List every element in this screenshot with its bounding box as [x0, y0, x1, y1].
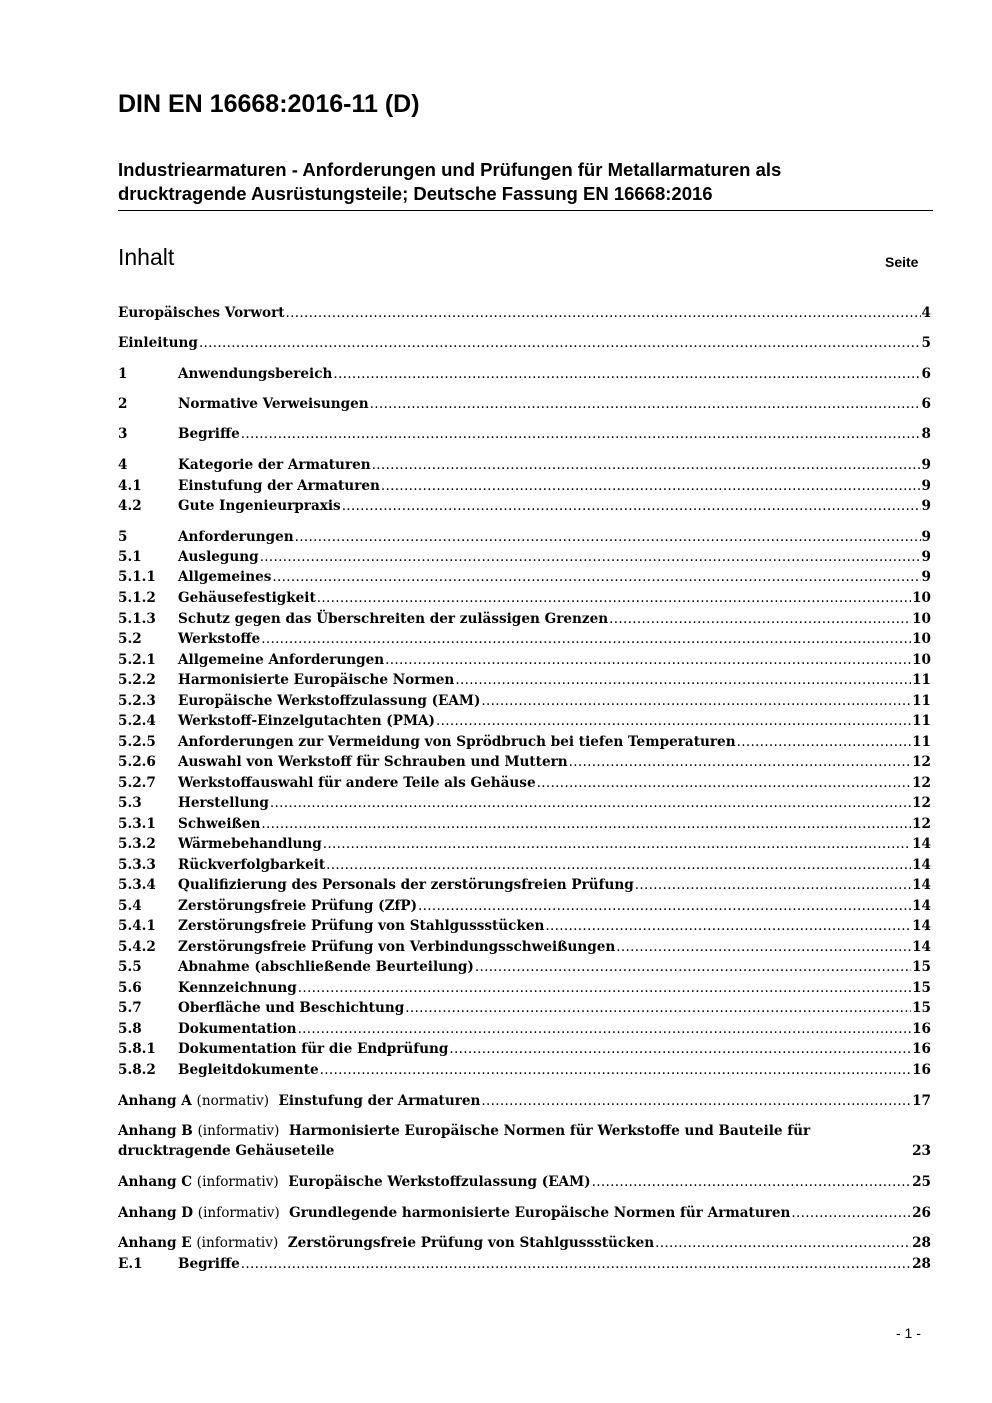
annex-c-page: 25 [912, 1174, 931, 1190]
toc-entry-page: 10 [912, 611, 931, 627]
toc-entry-label: Werkstoffauswahl für andere Teile als Gehäuse [178, 775, 536, 791]
toc-entry-label: Werkstoffe [178, 631, 261, 647]
dot-leader [370, 394, 921, 414]
toc-entry-page: 12 [912, 816, 931, 832]
dot-leader [475, 957, 911, 977]
annex-e-kind: (informativ) [196, 1235, 279, 1251]
toc-heading: Inhalt [118, 244, 175, 270]
toc-entry[interactable] [118, 424, 931, 444]
annex-c-label [118, 1172, 591, 1192]
toc-entry-page: 11 [912, 713, 931, 729]
toc-entry-page: 14 [912, 877, 931, 893]
annex-c-entry[interactable] [118, 1172, 931, 1192]
toc-entry-page: 5 [921, 335, 931, 351]
toc-entry[interactable] [118, 916, 931, 936]
toc-entry[interactable] [118, 333, 931, 353]
annex-d-title: Grundlegende harmonisierte Europäische Normen für Armaturen [289, 1205, 791, 1221]
toc-entry-label: Allgemeine Anforderungen [178, 652, 385, 668]
annex-d-page: 26 [912, 1205, 931, 1221]
annex-a-prefix: Anhang A [118, 1093, 192, 1109]
dot-leader [616, 937, 911, 957]
toc-entry[interactable] [118, 711, 931, 731]
annex-e-page: 28 [912, 1235, 931, 1251]
toc-entry-number: 4.2 [118, 498, 142, 514]
dot-leader [298, 1019, 912, 1039]
toc-entry-number: 5.2.6 [118, 754, 156, 770]
toc-entry-number: 2 [118, 396, 128, 412]
annex-d-kind: (informativ) [197, 1205, 280, 1221]
toc-entry[interactable] [118, 773, 931, 793]
title-line-2: drucktragende Ausrüstungsteile; Deutsche Fassung EN 16668:2016 [118, 183, 713, 204]
toc-entry[interactable] [118, 496, 931, 516]
toc-entry-page: 14 [912, 836, 931, 852]
toc-entry-page: 11 [912, 734, 931, 750]
toc-entry-label: Allgemeines [178, 569, 272, 585]
toc-entry[interactable] [118, 834, 931, 854]
toc-entry-page: 15 [912, 980, 931, 996]
toc-entry-number: 5.2.7 [118, 775, 156, 791]
toc-entry-label: Anforderungen zur Vermeidung von Sprödbruch bei tiefen Temperaturen [178, 734, 736, 750]
toc-entry-number: 4 [118, 457, 128, 473]
toc-entry[interactable] [118, 394, 931, 414]
toc-entry-number: 5.8 [118, 1021, 142, 1037]
annex-a-page: 17 [912, 1093, 931, 1109]
toc-entry-page: 9 [921, 569, 931, 585]
dot-leader [481, 1091, 911, 1111]
toc-entry[interactable] [118, 364, 931, 384]
dot-leader [381, 476, 921, 496]
toc-entry[interactable] [118, 303, 931, 323]
dot-leader [537, 773, 911, 793]
annex-a-label [118, 1091, 480, 1111]
dot-leader [385, 650, 911, 670]
toc-entry-page: 9 [921, 457, 931, 473]
dot-leader [261, 629, 911, 649]
dot-leader [323, 834, 911, 854]
dot-leader [342, 496, 921, 516]
toc-entry[interactable] [118, 1060, 931, 1080]
annex-a-kind: (normativ) [196, 1093, 270, 1109]
toc-entry-page: 9 [921, 478, 931, 494]
toc-entry-page: 8 [921, 426, 931, 442]
dot-leader [298, 978, 911, 998]
annex-e-title: Zerstörungsfreie Prüfung von Stahlgussstücken [287, 1235, 655, 1251]
toc-entry-label: Zerstörungsfreie Prüfung von Stahlgussstücken [178, 918, 545, 934]
toc-entry-label: Qualifizierung des Personals der zerstörungsfreien Prüfung [178, 877, 634, 893]
toc-entry-number: 5.5 [118, 959, 142, 975]
annex-b-kind: (informativ) [197, 1123, 280, 1139]
toc-entry[interactable] [118, 957, 931, 977]
toc-entry-label: Zerstörungsfreie Prüfung von Verbindungsschweißungen [178, 939, 616, 955]
toc-entry-number: 5.3.3 [118, 857, 156, 873]
annex-c-kind: (informativ) [196, 1174, 279, 1190]
dot-leader [272, 567, 920, 587]
annex-b-page: 23 [912, 1143, 931, 1159]
toc-entry-page: 11 [912, 693, 931, 709]
page-number: - 1 - [896, 1325, 921, 1341]
dot-leader [320, 1060, 911, 1080]
toc-entry[interactable] [118, 752, 931, 772]
toc-entry-number: 5 [118, 529, 128, 545]
toc-entry-label: Gehäusefestigkeit [178, 590, 316, 606]
toc-entry-page: 14 [912, 918, 931, 934]
dot-leader [241, 424, 921, 444]
toc-entry-label: Herstellung [178, 795, 269, 811]
dot-leader [270, 793, 911, 813]
toc-entry-label: Europäische Werkstoffzulassung (EAM) [178, 693, 481, 709]
dot-leader [286, 303, 921, 323]
toc-entry-number: 5.2.4 [118, 713, 156, 729]
document-id: DIN EN 16668:2016-11 (D) [118, 90, 420, 118]
toc-entry-number: 5.4 [118, 898, 142, 914]
toc-entry-page: 16 [912, 1062, 931, 1078]
annex-a-title: Einstufung der Armaturen [278, 1093, 481, 1109]
toc-entry-page: 15 [912, 1000, 931, 1016]
annex-e1-number: E.1 [118, 1256, 143, 1272]
toc-entry[interactable] [118, 998, 931, 1018]
toc-entry-page: 10 [912, 631, 931, 647]
annex-b-line-1 [118, 1121, 931, 1141]
toc-entry-label: Abnahme (abschließende Beurteilung) [178, 959, 474, 975]
toc-entry-number: 4.1 [118, 478, 142, 494]
toc-entry-label: Rückverfolgbarkeit [178, 857, 326, 873]
toc-entry-label: Anwendungsbereich [178, 366, 333, 382]
dot-leader [655, 1233, 911, 1253]
annex-e1-entry[interactable] [118, 1254, 931, 1274]
dot-leader [260, 547, 921, 567]
dot-leader [545, 916, 911, 936]
toc-entry-label: Einstufung der Armaturen [178, 478, 380, 494]
toc-entry-label: Dokumentation [178, 1021, 297, 1037]
toc-entry-page: 11 [912, 672, 931, 688]
annex-b-title-line-1: Harmonisierte Europäische Normen für Werkstoffe und Bauteile für [288, 1123, 811, 1139]
toc-entry-number: 5.8.1 [118, 1041, 156, 1057]
toc-entry[interactable] [118, 793, 931, 813]
annex-b-line-2 [118, 1141, 931, 1161]
toc-entry[interactable] [118, 1039, 931, 1059]
annex-d-label [118, 1203, 790, 1223]
toc-entry-label: Gute Ingenieurpraxis [178, 498, 341, 514]
dot-leader [317, 588, 911, 608]
annex-e-prefix: Anhang E [118, 1235, 192, 1251]
toc-entry-page: 9 [921, 498, 931, 514]
annex-b-entry[interactable] [118, 1121, 931, 1161]
dot-leader [436, 711, 911, 731]
toc-entry-number: 5.7 [118, 1000, 142, 1016]
toc-entry-page: 15 [912, 959, 931, 975]
toc-entry[interactable] [118, 691, 931, 711]
dot-leader [372, 455, 921, 475]
toc-entry-page: 6 [921, 366, 931, 382]
toc-entry[interactable] [118, 732, 931, 752]
toc-entry[interactable] [118, 629, 931, 649]
toc-entry-number: 5.2.1 [118, 652, 156, 668]
annex-e1-page: 28 [912, 1256, 931, 1272]
toc-entry[interactable] [118, 547, 931, 567]
toc-entry-number: 5.1.2 [118, 590, 156, 606]
toc-entry[interactable] [118, 567, 931, 587]
dot-leader [569, 752, 911, 772]
toc-entry[interactable] [118, 476, 931, 496]
annex-e1-label: Begriffe [178, 1256, 240, 1272]
toc-entry[interactable] [118, 937, 931, 957]
toc-entry-number: 5.3.1 [118, 816, 156, 832]
dot-leader [737, 732, 912, 752]
annex-d-prefix: Anhang D [118, 1205, 194, 1221]
toc-entry-page: 6 [921, 396, 931, 412]
toc-entry-label: Anforderungen [178, 529, 294, 545]
toc-entry[interactable] [118, 1019, 931, 1039]
dot-leader [261, 814, 911, 834]
toc-entry[interactable] [118, 875, 931, 895]
page-column-label: Seite [885, 254, 919, 270]
toc-entry[interactable] [118, 814, 931, 834]
dot-leader [333, 364, 920, 384]
annex-b-title-line-2: drucktragende Gehäuseteile [118, 1143, 335, 1159]
toc-entry-number: 5.2.3 [118, 693, 156, 709]
toc-entry-number: 5.1.1 [118, 569, 156, 585]
toc-entry[interactable] [118, 527, 931, 547]
toc-entry-number: 5.4.1 [118, 918, 156, 934]
document-title [118, 158, 933, 211]
dot-leader [449, 1039, 911, 1059]
toc-entry[interactable] [118, 896, 931, 916]
toc-entry-page: 4 [921, 305, 931, 321]
toc-entry-number: 1 [118, 366, 128, 382]
title-line-1: Industriearmaturen - Anforderungen und Prüfungen für Metallarmaturen als [118, 159, 782, 180]
toc-entry-number: 5.2 [118, 631, 142, 647]
annex-e-label [118, 1233, 654, 1253]
toc-entry-page: 9 [921, 529, 931, 545]
toc-entry-page: 14 [912, 857, 931, 873]
toc-entry-number: 5.1.3 [118, 611, 156, 627]
toc-entry-number: 5.8.2 [118, 1062, 156, 1078]
toc-entry-page: 12 [912, 795, 931, 811]
toc-entry-label: Oberfläche und Beschichtung [178, 1000, 405, 1016]
dot-leader [199, 333, 921, 353]
dot-leader [295, 527, 921, 547]
toc-entry-label: Auslegung [178, 549, 259, 565]
toc-entry-page: 10 [912, 590, 931, 606]
toc-entry-label: Einleitung [118, 335, 198, 351]
toc-entry-number: 5.2.2 [118, 672, 156, 688]
annex-c-prefix: Anhang C [118, 1174, 193, 1190]
toc-entry-label: Begriffe [178, 426, 240, 442]
annex-e-entry[interactable] [118, 1233, 931, 1253]
toc-entry[interactable] [118, 978, 931, 998]
toc-entry[interactable] [118, 855, 931, 875]
toc-entry-label: Dokumentation für die Endprüfung [178, 1041, 449, 1057]
dot-leader [609, 609, 911, 629]
toc-entry-label: Schutz gegen das Überschreiten der zulässigen Grenzen [178, 611, 609, 627]
toc-entry-page: 14 [912, 898, 931, 914]
toc-entry-label: Schweißen [178, 816, 261, 832]
toc-entry-page: 16 [912, 1021, 931, 1037]
toc-entry-page: 16 [912, 1041, 931, 1057]
toc-entry[interactable] [118, 650, 931, 670]
toc-entry[interactable] [118, 670, 931, 690]
toc-entry-label: Auswahl von Werkstoff für Schrauben und Muttern [178, 754, 568, 770]
toc-entry-page: 14 [912, 939, 931, 955]
dot-leader [455, 670, 911, 690]
toc-entry-page: 9 [921, 549, 931, 565]
toc-entry-number: 5.3 [118, 795, 142, 811]
dot-leader [241, 1254, 911, 1274]
dot-leader [592, 1172, 911, 1192]
toc-entry-label: Normative Verweisungen [178, 396, 369, 412]
toc-entry-label: Wärmebehandlung [178, 836, 322, 852]
toc-entry-label: Begleitdokumente [178, 1062, 319, 1078]
toc-entry-number: 5.1 [118, 549, 142, 565]
toc-entry-page: 10 [912, 652, 931, 668]
toc-entry-label: Europäisches Vorwort [118, 305, 285, 321]
dot-leader [791, 1203, 911, 1223]
toc-entry-label: Werkstoff-Einzelgutachten (PMA) [178, 713, 435, 729]
toc-entry-number: 5.3.4 [118, 877, 156, 893]
toc-entry-number: 5.3.2 [118, 836, 156, 852]
toc-entry-label: Harmonisierte Europäische Normen [178, 672, 455, 688]
annex-c-title: Europäische Werkstoffzulassung (EAM) [288, 1174, 591, 1190]
toc-entry-page: 12 [912, 775, 931, 791]
dot-leader [405, 998, 911, 1018]
annex-b-prefix: Anhang B [118, 1123, 193, 1139]
toc-entry[interactable] [118, 455, 931, 475]
dot-leader [418, 896, 911, 916]
toc-entry-label: Kennzeichnung [178, 980, 297, 996]
toc-entry-label: Zerstörungsfreie Prüfung (ZfP) [178, 898, 417, 914]
toc-entry[interactable] [118, 609, 931, 629]
toc-entry-page: 12 [912, 754, 931, 770]
toc-entry-number: 5.6 [118, 980, 142, 996]
dot-leader [481, 691, 911, 711]
toc-entry-label: Kategorie der Armaturen [178, 457, 371, 473]
toc-entry-number: 5.2.5 [118, 734, 156, 750]
dot-leader [635, 875, 911, 895]
toc-entry-number: 5.4.2 [118, 939, 156, 955]
toc-entry-number: 3 [118, 426, 128, 442]
annex-a-entry[interactable] [118, 1091, 931, 1111]
dot-leader [326, 855, 911, 875]
toc-entry[interactable] [118, 588, 931, 608]
annex-d-entry[interactable] [118, 1203, 931, 1223]
